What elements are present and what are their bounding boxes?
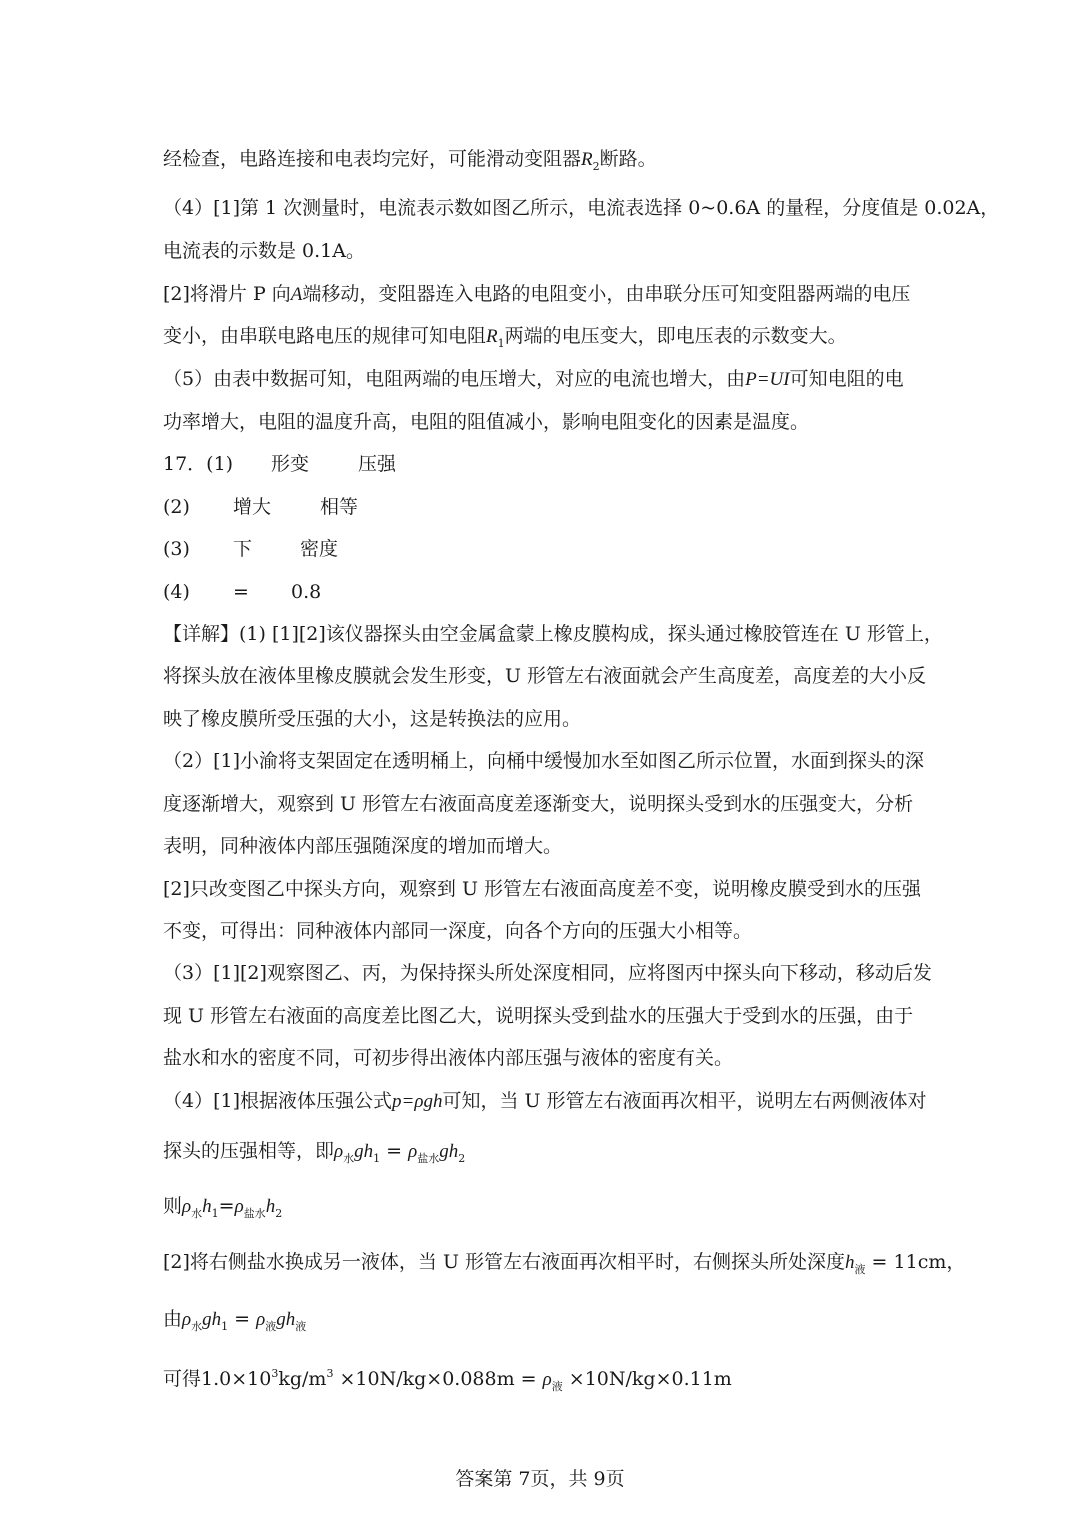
rho-symbol: ρ — [182, 1309, 192, 1330]
subscript: 2 — [592, 160, 600, 173]
variable: h — [363, 1141, 374, 1162]
answer-blank-2: 密度 — [300, 538, 339, 560]
answer-number: 17．(1) — [163, 453, 234, 475]
variable: g — [354, 1141, 364, 1162]
equation-line — [163, 1306, 306, 1340]
variable: h — [845, 1252, 855, 1273]
text-line: 盐水和水的密度不同，可初步得出液体内部压强与液体的密度有关。 — [163, 1047, 734, 1069]
answer-blank-2: 0.8 — [291, 581, 322, 603]
variable: R — [486, 326, 498, 347]
text-line: 不变，可得出：同种液体内部同一深度，向各个方向的压强大小相等。 — [163, 920, 753, 942]
rho-symbol: ρ — [542, 1369, 552, 1390]
subscript: 水 — [343, 1152, 355, 1165]
text-segment: ×10N/kg×0.088m = — [333, 1368, 543, 1390]
rho-symbol: ρ — [234, 1196, 244, 1217]
text-line: 映了橡皮膜所受压强的大小，这是转换法的应用。 — [163, 708, 582, 730]
text-segment: 变小，由串联电路电压的规律可知电阻 — [163, 325, 487, 347]
variable: h — [448, 1141, 459, 1162]
text-segment: ×10N/kg×0.11m — [562, 1368, 732, 1390]
text-segment: 可知电阻的电 — [789, 368, 904, 390]
equation-line — [163, 1193, 282, 1227]
equation-line — [163, 1361, 732, 1400]
rho-symbol: ρ — [408, 1141, 418, 1162]
answer-number: (4) — [163, 581, 190, 603]
text-segment: kg/m — [278, 1368, 327, 1390]
rho-symbol: ρ — [256, 1309, 266, 1330]
superscript: 3 — [271, 1367, 279, 1380]
text-line — [163, 366, 904, 393]
equation-line — [163, 1138, 465, 1172]
answer-blank-2: 相等 — [320, 496, 359, 518]
variable: A — [290, 284, 303, 305]
text-segment: [2]将滑片 P 向 — [163, 283, 291, 305]
equals-sign: = — [380, 1140, 409, 1162]
subscript: 液 — [295, 1320, 307, 1333]
answer-blank-1: 形变 — [271, 453, 310, 475]
subscript: 液 — [265, 1320, 277, 1333]
subscript: 盐水 — [417, 1152, 440, 1165]
answer-number: (3) — [163, 538, 190, 560]
page-footer: 答案第 7页，共 9页 — [455, 1468, 625, 1490]
rho-symbol: ρ — [182, 1196, 192, 1217]
text-segment: 端移动，变阻器连入电路的电阻变小，由串联分压可知变阻器两端的电压 — [302, 283, 911, 305]
answer-number: (2) — [163, 496, 190, 518]
text-segment: 探头的压强相等，即 — [163, 1140, 335, 1162]
text-line — [163, 281, 910, 308]
equals-sign: = — [228, 1308, 257, 1330]
subscript: 盐水 — [243, 1207, 266, 1220]
subscript: 1 — [211, 1207, 219, 1220]
subscript: 2 — [275, 1207, 283, 1220]
text-segment: 由 — [163, 1308, 183, 1330]
variable: g — [439, 1141, 449, 1162]
text-line: （4）[1]第 1 次测量时，电流表示数如图乙所示，电流表选择 0~0.6A 的量程，分度值是 0.02A， — [163, 197, 1000, 219]
subscript: 2 — [458, 1152, 466, 1165]
rho-symbol: ρ — [334, 1141, 344, 1162]
text-line: 电流表的示数是 0.1A。 — [163, 240, 365, 262]
text-line: （2）[1]小渝将支架固定在透明桶上，向桶中缓慢加水至如图乙所示位置，水面到探头的深 — [163, 750, 925, 772]
text-line — [163, 1088, 927, 1115]
answer-blank-1: 下 — [233, 538, 253, 560]
text-line — [163, 1249, 965, 1283]
text-line: 现 U 形管左右液面的高度差比图乙大，说明探头受到盐水的压强大于受到水的压强，由于 — [163, 1005, 914, 1027]
text-segment: （4）[1]根据液体压强公式 — [163, 1090, 393, 1112]
answer-blank-2: 压强 — [358, 453, 397, 475]
text-line: 【详解】(1) [1][2]该仪器探头由空金属盒蒙上橡皮膜构成，探头通过橡胶管连在 U 形管上， — [163, 623, 943, 645]
text-line: 功率增大，电阻的温度升高，电阻的阻值减小，影响电阻变化的因素是温度。 — [163, 411, 810, 433]
text-segment: = 11cm， — [865, 1251, 966, 1273]
text-segment: [2]将右侧盐水换成另一液体，当 U 形管左右液面再次相平时，右侧探头所处深度 — [163, 1251, 846, 1273]
variable: P=UI — [745, 369, 790, 390]
answer-blank-1: 增大 — [233, 496, 272, 518]
variable: h — [202, 1196, 212, 1217]
text-segment: 两端的电压变大，即电压表的示数变大。 — [504, 325, 847, 347]
variable: g — [202, 1309, 212, 1330]
variable: h — [265, 1196, 276, 1217]
subscript: 液 — [551, 1380, 563, 1393]
variable: g — [276, 1309, 286, 1330]
text-line — [163, 323, 847, 357]
text-line: 度逐渐增大，观察到 U 形管左右液面高度差逐渐变大，说明探头受到水的压强变大，分析 — [163, 793, 914, 815]
subscript: 水 — [191, 1320, 203, 1333]
superscript: 3 — [326, 1367, 334, 1380]
text-segment: 断路。 — [599, 148, 657, 170]
text-line: [2]只改变图乙中探头方向，观察到 U 形管左右液面高度差不变，说明橡皮膜受到水的压强 — [163, 878, 922, 900]
answer-blank-1: = — [233, 581, 249, 603]
formula: p=ρgh — [392, 1091, 443, 1112]
subscript: 1 — [497, 337, 505, 350]
subscript: 液 — [854, 1263, 866, 1276]
subscript: 1 — [221, 1320, 229, 1333]
text-line: 将探头放在液体里橡皮膜就会发生形变，U 形管左右液面就会产生高度差，高度差的大小反 — [163, 665, 927, 687]
variable: R — [581, 149, 593, 170]
text-line: 表明，同种液体内部压强随深度的增加而增大。 — [163, 835, 563, 857]
subscript: 1 — [373, 1152, 381, 1165]
text-segment: 可知，当 U 形管左右液面再次相平，说明左右两侧液体对 — [442, 1090, 927, 1112]
text-line: （3）[1][2]观察图乙、丙，为保持探头所处深度相同，应将图丙中探头向下移动，移动后发 — [163, 962, 932, 984]
subscript: 水 — [191, 1207, 203, 1220]
text-segment: 1.0×10 — [201, 1368, 272, 1390]
text-segment: 可得 — [163, 1368, 202, 1390]
text-line — [163, 146, 657, 180]
text-segment: 则 — [163, 1195, 183, 1217]
equals-sign: = — [218, 1195, 235, 1217]
text-segment: 经检查，电路连接和电表均完好，可能滑动变阻器 — [163, 148, 582, 170]
text-segment: （5）由表中数据可知，电阻两端的电压增大，对应的电流也增大，由 — [163, 368, 746, 390]
variable: h — [211, 1309, 222, 1330]
variable: h — [285, 1309, 296, 1330]
